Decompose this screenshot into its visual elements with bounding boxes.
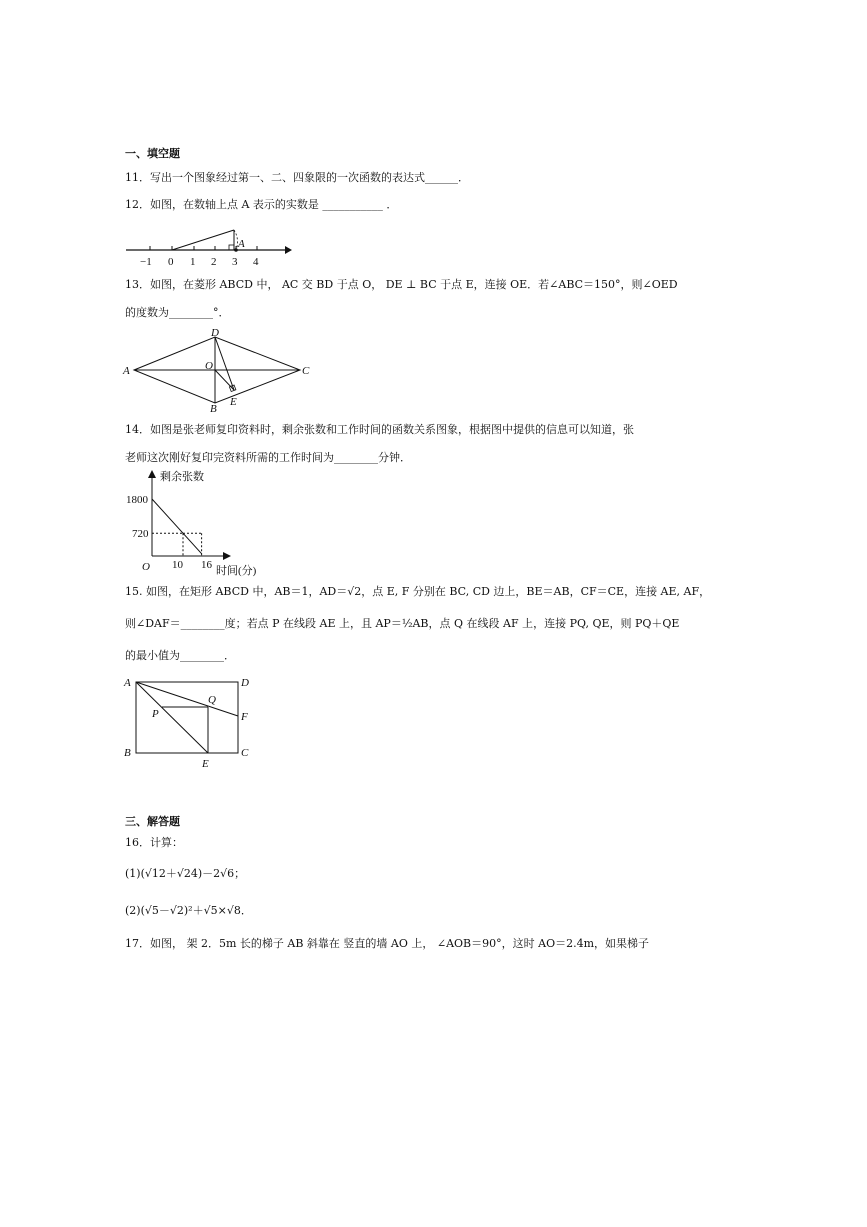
y-tick-label: 720 (132, 528, 149, 540)
section-title-answers: 三、解答题 (125, 815, 180, 828)
tick-label: 0 (168, 256, 174, 268)
y-tick-label: 1800 (126, 494, 148, 506)
label-a: A (124, 677, 131, 689)
tick-label: 1 (190, 256, 196, 268)
question-14-line2: 老师这次刚好复印完资料所需的工作时间为________分钟． (125, 451, 411, 464)
label-b: B (210, 403, 217, 415)
label-d: D (241, 677, 249, 689)
label-a: A (123, 365, 130, 377)
label-f: F (241, 711, 248, 723)
label-e: E (230, 396, 237, 408)
label-o: O (205, 360, 213, 372)
question-13-line2: 的度数为________°． (125, 306, 230, 319)
rectangle-figure (120, 672, 260, 772)
question-15-line1: 15. 如图，在矩形 ABCD 中，AB＝1，AD＝√2，点 E, F 分别在 BC, CD 边上，BE＝AB，CF＝CE，连接 AE, AF， (125, 585, 711, 598)
x-tick-label: 16 (201, 559, 212, 571)
question-15-line3: 的最小值为________． (125, 649, 235, 662)
label-c: C (241, 747, 249, 759)
series-line (152, 499, 202, 554)
label-d: D (211, 327, 219, 339)
question-17: 17．如图， 架 2．5m 长的梯子 AB 斜靠在 竖直的墙 AO 上， ∠AOB＝90°，这时 AO＝2.4m，如果梯子 (125, 937, 650, 950)
tick-label: −1 (140, 256, 152, 268)
x-axis-label: 时间(分) (216, 565, 257, 577)
label-q: Q (208, 694, 216, 706)
section-title-fill-in: 一、填空题 (125, 147, 180, 160)
y-axis-label: 剩余张数 (160, 471, 204, 483)
label-c: C (302, 365, 310, 377)
x-tick-label: 10 (172, 559, 183, 571)
label-e: E (202, 758, 209, 770)
label-b: B (124, 747, 131, 759)
tick-label: 4 (253, 256, 259, 268)
question-11: 11．写出一个图象经过第一、二、四象限的一次函数的表达式______． (125, 171, 469, 184)
number-line-figure (120, 214, 295, 272)
tick-label: 2 (211, 256, 217, 268)
question-12: 12．如图，在数轴上点 A 表示的实数是 ___________ ． (125, 198, 398, 211)
copy-chart (120, 468, 257, 578)
label-p: P (152, 708, 159, 720)
question-16-title: 16．计算： (125, 836, 183, 849)
tick-label: 3 (232, 256, 238, 268)
question-14-line1: 14．如图是张老师复印资料时，剩余张数和工作时间的函数关系图象，根据图中提供的信息可以知道，张 (125, 423, 634, 436)
question-13-line1: 13．如图，在菱形 ABCD 中， AC 交 BD 于点 O， DE ⊥ BC 于点 E，连接 OE．若∠ABC＝150°，则∠OED (125, 278, 678, 291)
point-a-label: A (238, 238, 245, 250)
question-16-part1: (1)(√12＋√24)－2√6； (125, 867, 246, 880)
question-16-part2: (2)(√5－√2)²＋√5×√8． (125, 904, 252, 917)
question-15-line2: 则∠DAF＝________度；若点 P 在线段 AE 上，且 AP＝½AB，点 Q 在线段 AF 上，连接 PQ, QE，则 PQ＋QE (125, 617, 680, 630)
rhombus-figure (120, 326, 320, 414)
origin-label: O (142, 561, 150, 573)
